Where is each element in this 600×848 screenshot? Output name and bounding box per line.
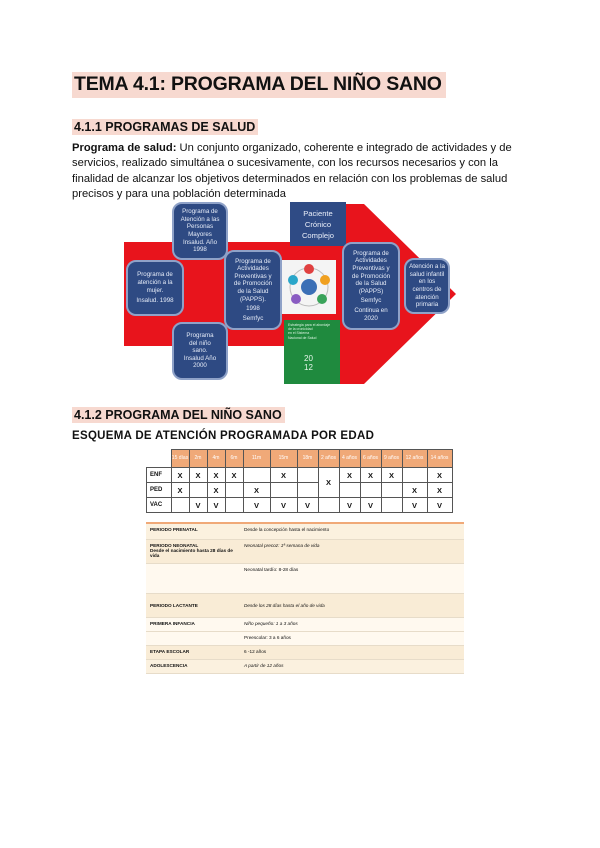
schedule-subheading: ESQUEMA DE ATENCIÓN PROGRAMADA POR EDAD	[72, 430, 375, 442]
page-title: TEMA 4.1: PROGRAMA DEL NIÑO SANO	[72, 72, 446, 98]
diagram-text: en los	[418, 278, 436, 286]
schedule-cell: X	[243, 483, 270, 498]
health-programs-diagram	[124, 198, 456, 386]
schedule-cell	[381, 483, 402, 498]
box-atencion-mujer	[126, 260, 184, 316]
schedule-row-label: VAC	[147, 498, 172, 513]
diagram-text: en el Sistema	[288, 331, 310, 336]
col-header: 9 años	[381, 450, 402, 468]
period-name: PRIMERA INFANCIA	[146, 617, 240, 631]
schedule-cell	[381, 498, 402, 513]
diagram-text: Programa	[186, 332, 214, 340]
schedule-cell: V	[297, 498, 318, 513]
schedule-cell: X	[381, 468, 402, 483]
schedule-cell: X	[225, 468, 243, 483]
schedule-cell: V	[243, 498, 270, 513]
diagram-text: de Promoción	[351, 272, 391, 280]
definition-term: Programa de salud:	[72, 142, 177, 154]
diagram-text: Preventivas y	[352, 265, 390, 273]
diagram-text: 1998	[246, 305, 260, 313]
schedule-row-label: ENF	[147, 468, 172, 483]
schedule-row-vac	[147, 498, 453, 513]
diagram-text: Actividades	[355, 257, 387, 265]
period-row	[146, 645, 464, 659]
box-papps-1998	[224, 250, 282, 330]
periods-table	[146, 524, 464, 674]
diagram-text: Insalud Año	[183, 354, 217, 362]
diagram-text: 12	[304, 363, 313, 372]
diagram-text: Insalud. 1998	[136, 297, 174, 305]
diagram-text: Insalud. Año	[182, 238, 218, 246]
cronicidad-image	[282, 260, 336, 314]
diagram-text: de la Salud	[237, 288, 269, 295]
schedule-cell: V	[402, 498, 427, 513]
diagram-text: (PAPPS)	[358, 287, 384, 295]
schedule-cell	[270, 483, 297, 498]
schedule-cell: V	[360, 498, 381, 513]
diagram-text: mujer.	[146, 286, 164, 294]
schedule-cell: X	[339, 468, 360, 483]
diagram-text: Programa de	[235, 257, 271, 265]
period-name	[146, 563, 240, 593]
diagram-text: del niño	[189, 339, 211, 347]
period-row	[146, 524, 464, 539]
schedule-cell	[225, 483, 243, 498]
col-header: 15 días	[171, 450, 189, 468]
schedule-cell: V	[427, 498, 452, 513]
diagram-text: de la Salud	[355, 280, 387, 288]
diagram-text: Nacional de Salud	[288, 335, 317, 340]
period-description: Niño pequeño: 1 a 3 años	[240, 617, 464, 631]
col-header: 12 años	[402, 450, 427, 468]
period-row	[146, 631, 464, 645]
diagram-text: sano.	[192, 347, 208, 355]
col-header: 4 años	[339, 450, 360, 468]
period-description: Neonatal precoz: 1ª semana de vida	[240, 539, 464, 563]
schedule-cell: X	[171, 483, 189, 498]
diagram-text: primaria	[415, 301, 439, 309]
schedule-cell: X	[270, 468, 297, 483]
diagram-text: Continua en	[354, 306, 388, 314]
schedule-cell	[360, 483, 381, 498]
diagram-text: Crónico	[304, 219, 332, 229]
diagram-text: Semfyc	[360, 297, 382, 305]
period-row	[146, 617, 464, 631]
schedule-cell	[243, 468, 270, 483]
schedule-table	[146, 449, 453, 513]
schedule-cell: X	[189, 468, 207, 483]
period-description: A partir de 12 años	[240, 659, 464, 673]
diagram-text: salud infantil	[409, 270, 445, 278]
schedule-cell	[318, 498, 339, 513]
period-row	[146, 593, 464, 617]
diagram-text: 2020	[364, 314, 378, 322]
definition-text: Un conjunto organizado, coherente e integrado de actividades y de servicios, realizado simultánea o sucesivamente, con los recursos necesarios y con la finalidad de alcanzar los objetivos determinados en relación con los problemas de salud precisos y para una población determinada	[72, 142, 512, 201]
schedule-cell: V	[270, 498, 297, 513]
period-row	[146, 563, 464, 593]
col-header: 15m	[270, 450, 297, 468]
period-name: ADOLESCENCIA	[146, 659, 240, 673]
box-papps-2020	[342, 242, 400, 330]
schedule-cell: X	[171, 468, 189, 483]
diagram-text: (PAPPS).	[239, 295, 266, 303]
diagram-text: atención a la	[137, 278, 173, 286]
col-header: 14 años	[427, 450, 452, 468]
period-description: Desde la concepción hasta el nacimiento	[240, 524, 464, 539]
period-row	[146, 539, 464, 563]
period-description: 6 -12 años	[240, 645, 464, 659]
schedule-header-row	[147, 450, 453, 468]
box-personas-mayores	[172, 202, 228, 260]
merged-cell-2-anos: X	[318, 468, 339, 498]
section-heading-nino-sano: 4.1.2 PROGRAMA DEL NIÑO SANO	[72, 407, 285, 423]
diagram-text: 1998	[193, 246, 207, 254]
diagram-text: Personas	[186, 223, 214, 231]
schedule-row-enf	[147, 468, 453, 483]
schedule-cell	[339, 483, 360, 498]
schedule-cell	[297, 468, 318, 483]
period-description: Desde los 28 días hasta el año de vida	[240, 593, 464, 617]
diagram-text: Paciente	[303, 208, 333, 218]
diagram-text: 2000	[193, 362, 207, 370]
diagram-text: Programa de	[353, 249, 389, 257]
col-header: 6 años	[360, 450, 381, 468]
period-name: PERIODO NEONATAL Desde el nacimiento hasta 28 días de vida	[146, 539, 240, 563]
schedule-cell	[402, 468, 427, 483]
diagram-text: de Promoción	[233, 280, 273, 288]
diagram-text: Programa de	[182, 208, 218, 216]
diagram-text: de la cronicidad	[288, 327, 313, 332]
period-name: ETAPA ESCOLAR	[146, 645, 240, 659]
schedule-row-label: PED	[147, 483, 172, 498]
box-atencion-infantil	[404, 258, 450, 314]
schedule-cell	[171, 498, 189, 513]
schedule-cell	[297, 483, 318, 498]
schedule-cell	[189, 483, 207, 498]
diagram-text: Semfyc	[242, 314, 264, 322]
diagram-text: Mayores	[188, 231, 212, 238]
col-header: 18m	[297, 450, 318, 468]
section-heading-programas: 4.1.1 PROGRAMAS DE SALUD	[72, 119, 258, 135]
box-paciente-cronico	[290, 202, 346, 246]
col-header: 6m	[225, 450, 243, 468]
schedule-cell: V	[189, 498, 207, 513]
period-name	[146, 631, 240, 645]
diagram-text: atención	[415, 293, 439, 301]
col-header: 2 años	[318, 450, 339, 468]
schedule-cell: X	[360, 468, 381, 483]
schedule-cell	[225, 498, 243, 513]
diagram-text: Atención a las	[180, 215, 220, 223]
period-name: PERIODO LACTANTE	[146, 593, 240, 617]
col-header: 11m	[243, 450, 270, 468]
definition-paragraph	[72, 141, 530, 203]
schedule-cell: X	[402, 483, 427, 498]
diagram-text: centros de	[412, 286, 442, 293]
schedule-cell: X	[207, 468, 225, 483]
schedule-cell: X	[427, 483, 452, 498]
diagram-text: Preventivas y	[234, 272, 272, 280]
schedule-cell: X	[207, 483, 225, 498]
diagram-text: 20	[304, 354, 313, 363]
schedule-row-ped	[147, 483, 453, 498]
diagram-text: Atención a la	[409, 263, 445, 271]
diagram-text: Programa de	[137, 271, 173, 279]
col-header: 2m	[189, 450, 207, 468]
period-name: PERIODO PRENATAL	[146, 524, 240, 539]
schedule-cell: X	[427, 468, 452, 483]
period-description: Preescolar: 3 a 6 años	[240, 631, 464, 645]
period-row	[146, 659, 464, 673]
diagram-text: Estrategia para el abordaje	[288, 323, 331, 327]
diagram-text: Actividades	[237, 265, 269, 273]
strategy-book-cover	[284, 320, 340, 384]
schedule-cell: V	[207, 498, 225, 513]
col-header: 4m	[207, 450, 225, 468]
box-nino-sano	[172, 322, 228, 380]
period-description: Neonatal tardío: 8-28 días	[240, 563, 464, 593]
diagram-text: Complejo	[301, 230, 335, 240]
schedule-cell: V	[339, 498, 360, 513]
